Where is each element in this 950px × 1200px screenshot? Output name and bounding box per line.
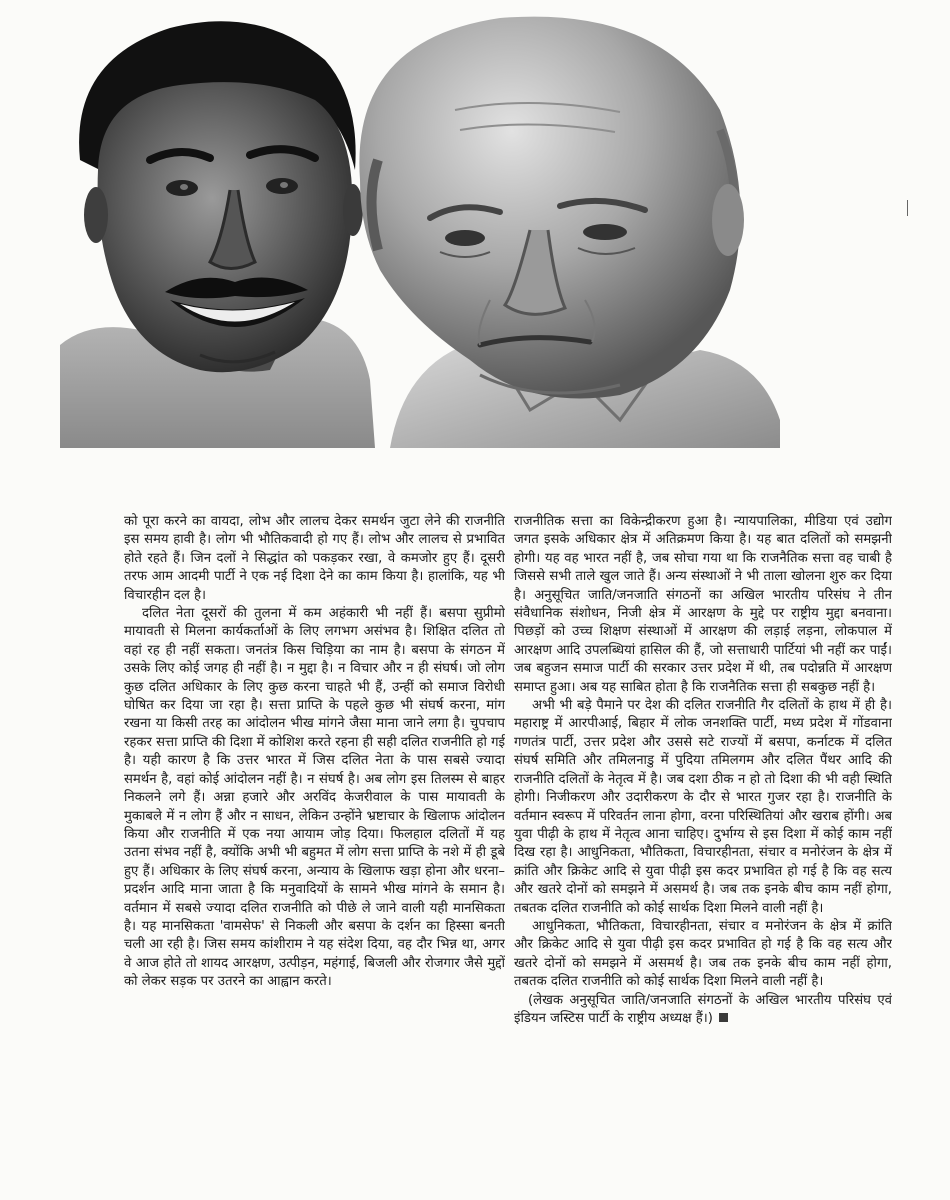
author-byline (514, 992, 892, 1029)
paragraph: को पूरा करने का वायदा, लोभ और लालच देकर समर्थन जुटा लेने की राजनीति इस समय हावी है। लोग भी भौतिकवादी हो गए हैं। लोभ और लालच से प्रभावित होते रहते हैं। जिन दलों ने सिद्धांत को पकड़कर रखा, वे कमजोर हुए हैं। दूसरी तरफ आम आदमी पार्टी ने एक नई दिशा देने का काम किया है। हालांकि, यह भी विचारहीन दल है। (124, 514, 505, 603)
portrait-smiling-man (60, 21, 375, 448)
paragraph: राजनीतिक सत्ता का विकेन्द्रीकरण हुआ है। न्यायपालिका, मीडिया एवं उद्योग जगत इसके अधिकार क्षेत्र में अतिक्रमण किया है। यह बात दलितों को समझनी होगी। यह वह भारत नहीं है, जब सोचा गया था कि राजनैतिक सत्ता वह चाबी है जिससे सभी ताले खुल जाते हैं। अन्य संस्थाओं ने भी ताला खोलना शुरु कर दिया है। अनुसूचित जाति/जनजाति संगठनों का अखिल भारतीय परिसंघ ने तीन संवैधानिक संशोधन, निजी क्षेत्र में आरक्षण के मुद्दे पर राष्ट्रीय मुद्दा बनवाना। पिछड़ों को उच्च शिक्षण संस्थाओं में आरक्षण की लड़ाई लड़ना, लोकपाल में आरक्षण आदि उपलब्धियां हासिल की हैं, जो सत्ताधारी पार्टियां भी नहीं कर पाईं। जब बहुजन समाज पार्टी की सरकार उत्तर प्रदेश में थी, तब पदोन्नति में आरक्षण समाप्त हुआ। अब यह साबित होता है कि राजनैतिक सत्ता ही सबकुछ नहीं है। (514, 514, 892, 695)
photo-montage (60, 0, 780, 448)
byline-text: (लेखक अनुसूचित जाति/जनजाति संगठनों के अखिल भारतीय परिसंघ एवं इंडियन जस्टिस पार्टी के राष्ट्रीय अध्यक्ष हैं।) (514, 992, 892, 1026)
paragraph: आधुनिकता, भौतिकता, विचारहीनता, संचार व मनोरंजन के क्षेत्र में क्रांति और क्रिकेट आदि से युवा पीढ़ी इस कदर प्रभावित हो गई है कि वह सत्य और खतरे दोनों को समझने में असमर्थ है। जब तक इनके बीच काम नहीं होगा, तबतक दलित राजनीति को कोई सार्थक दिशा मिलने वाली नहीं है। (514, 918, 892, 990)
paragraph: अभी भी बड़े पैमाने पर देश की दलित राजनीति गैर दलितों के हाथ में ही है। महाराष्ट्र में आरपीआई, बिहार में लोक जनशक्ति पार्टी, मध्य प्रदेश में गोंडवाना गणतंत्र पार्टी, उत्तर प्रदेश और उससे सटे राज्यों में बसपा, कर्नाटक में दलित संघर्ष समिति और तमिलनाडु में पुदिया तमिलगम और दलित पैंथर आदि की राजनीति दलितों के नेतृत्व में है। जब दशा ठीक न हो तो दिशा की भी वही स्थिति होगी। निजीकरण और उदारीकरण के दौर से भारत गुजर रहा है। राजनीति के वर्तमान स्वरूप में परिवर्तन लाना होगा, वरना परिस्थितियां और खराब होंगी। अब युवा पीढ़ी के हाथ में नेतृत्व आना चाहिए। दुर्भाग्य से इस दिशा में कोई काम नहीं दिख रहा है। आधुनिकता, भौतिकता, विचारहीनता, संचार व मनोरंजन के क्षेत्र में क्रांति और क्रिकेट आदि से युवा पीढ़ी इस कदर प्रभावित हो गई है कि वह सत्य और खतरे दोनों को समझने में असमर्थ है। जब तक इनके बीच काम नहीं होगा, तबतक दलित राजनीति को कोई सार्थक दिशा मिलने वाली नहीं है। (514, 698, 892, 916)
margin-tick (907, 200, 908, 216)
article-column-right (514, 513, 892, 1186)
portrait-elderly-man (359, 17, 780, 448)
end-mark-icon (719, 1013, 728, 1022)
article-column-left (124, 513, 505, 1186)
paragraph: दलित नेता दूसरों की तुलना में कम अहंकारी भी नहीं हैं। बसपा सुप्रीमो मायावती से मिलना कार्यकर्ताओं के लिए लगभग असंभव है। शिक्षित दलित तो वहां रह ही नहीं सकता। जनतंत्र किस चिड़िया का नाम है। बसपा के संगठन में उसके लिए कोई जगह ही नहीं है। न मुद्दा है। न विचार और न ही संघर्ष। जो लोग कुछ दलित अधिकार के लिए कुछ करना चाहते भी हैं, उन्हीं को समाज विरोधी घोषित कर दिया जा रहा है। सत्ता प्राप्ति के पहले कुछ भी संघर्ष करना, मांग रखना या किसी तरह का आंदोलन भीख मांगने जैसा माना जाने लगा है। चुपचाप रहकर सत्ता प्राप्ति की दिशा में कोशिश करते रहना ही सही दलित राजनीति हो गई है। यही कारण है कि उत्तर भारत में जिस दलित नेता के पास सबसे ज्यादा समर्थन है, वहां कोई आंदोलन नहीं है। न संघर्ष है। अब लोग इस तिलस्म से बाहर निकलने लगे हैं। अन्ना हजारे और अरविंद केजरीवाल के पास मायावती के मुकाबले में न लोग हैं और न साधन, लेकिन उन्होंने भ्रष्टाचार के खिलाफ आंदोलन किया और राजनीति में एक नया आयाम जोड़ दिया। फिलहाल दलितों में यह उतना संभव नहीं है, क्योंकि अभी भी बहुमत में लोग सत्ता प्राप्ति के नशे में ही डूबे हुए हैं। अधिकार के लिए संघर्ष करना, अन्याय के खिलाफ खड़ा होना और धरना–प्रदर्शन आदि माना जाता है कि मनुवादियों के सामने भीख मांगने के समान है। वर्तमान में सबसे ज्यादा दलित राजनीति को पीछे ले जाने वाली यही मानसिकता है। यह मानसिकता 'वामसेफ' से निकली और बसपा के दर्शन का हिस्सा बनती चली आ रही है। जिस समय कांशीराम ने यह संदेश दिया, वह दौर भिन्न था, अगर वे आज होते तो शायद आरक्षण, उत्पीड़न, महंगाई, बिजली और रोजगार जैसे मुद्दों को लेकर सड़क पर उतरने का आह्वान करते। (124, 606, 505, 990)
